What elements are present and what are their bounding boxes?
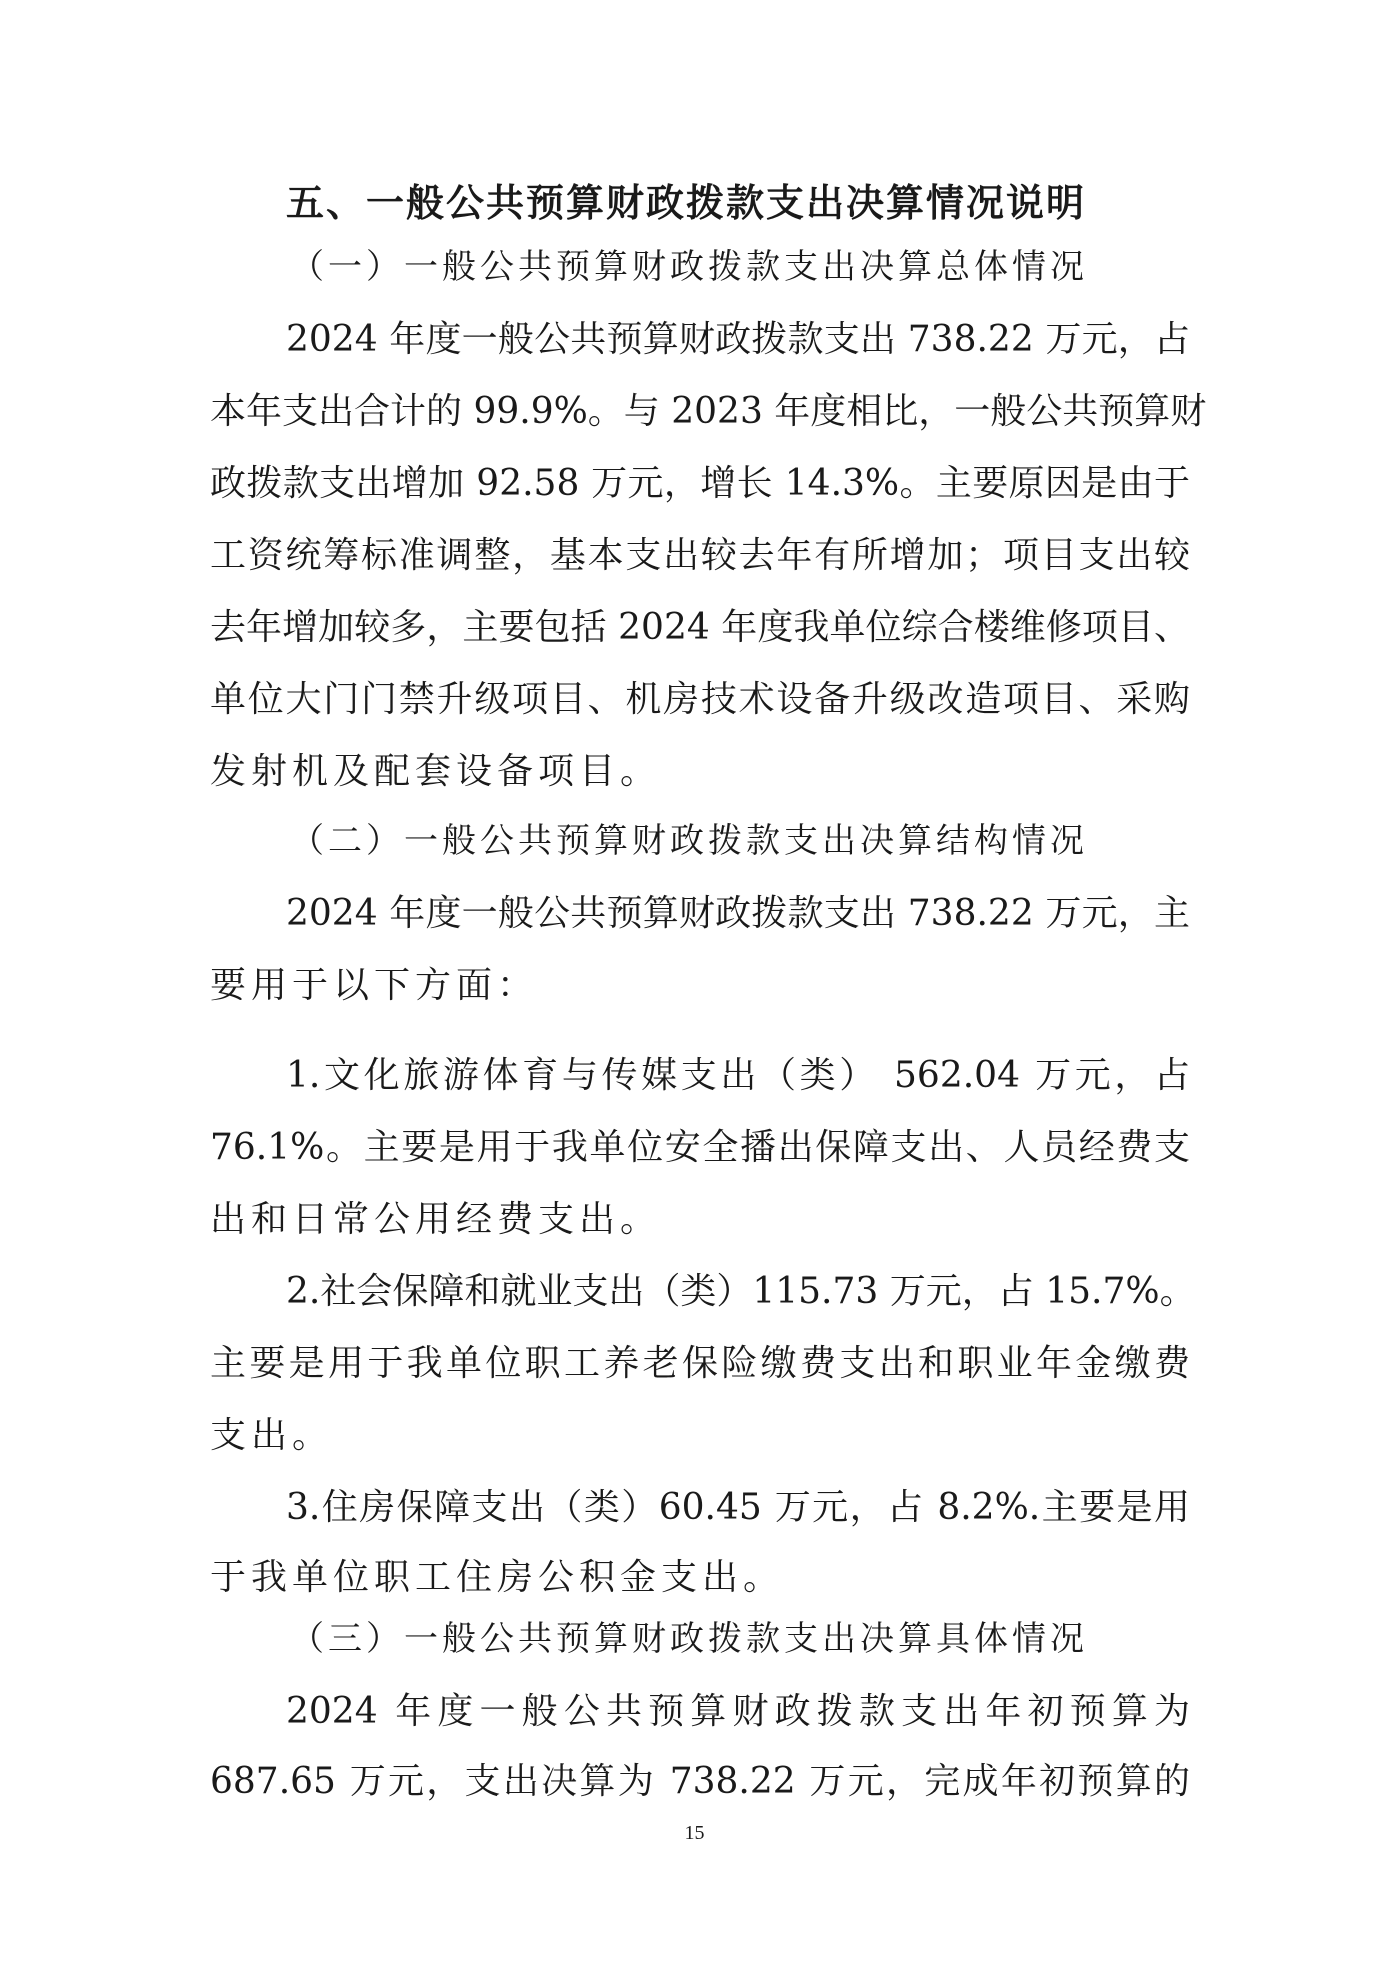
paragraph-1-line-3: 政拨款支出增加 92.58 万元，增长 14.3%。主要原因是由于 — [210, 463, 1190, 504]
item-2-line-1: 2.社会保障和就业支出（类）115.73 万元，占 15.7%。 — [286, 1271, 1196, 1312]
paragraph-3-line-2: 687.65 万元，支出决算为 738.22 万元，完成年初预算的 — [210, 1761, 1190, 1802]
paragraph-1-line-2: 本年支出合计的 99.9%。与 2023 年度相比，一般公共预算财 — [210, 391, 1207, 432]
item-1-line-1: 1.文化旅游体育与传媒支出（类） 562.04 万元，占 — [286, 1055, 1190, 1096]
item-3-line-2: 于我单位职工住房公积金支出。 — [210, 1557, 785, 1598]
item-2-line-3: 支出。 — [210, 1415, 334, 1456]
section-title: 五、一般公共预算财政拨款支出决算情况说明 — [286, 181, 1087, 225]
paragraph-2-line-1: 2024 年度一般公共预算财政拨款支出 738.22 万元，主 — [286, 893, 1190, 934]
page-number: 15 — [684, 1822, 705, 1844]
subsection-2-heading: （二）一般公共预算财政拨款支出决算结构情况 — [290, 821, 1088, 861]
subsection-1-heading: （一）一般公共预算财政拨款支出决算总体情况 — [290, 247, 1088, 287]
item-2-line-2: 主要是用于我单位职工养老保险缴费支出和职业年金缴费 — [210, 1343, 1190, 1384]
paragraph-3-line-1: 2024 年度一般公共预算财政拨款支出年初预算为 — [286, 1691, 1190, 1732]
item-3-line-1: 3.住房保障支出（类）60.45 万元，占 8.2%.主要是用 — [286, 1487, 1190, 1528]
subsection-3-heading: （三）一般公共预算财政拨款支出决算具体情况 — [290, 1619, 1088, 1659]
paragraph-2-line-2: 要用于以下方面： — [210, 965, 539, 1006]
item-1-line-2: 76.1%。主要是用于我单位安全播出保障支出、人员经费支 — [210, 1127, 1190, 1168]
paragraph-1-line-4: 工资统筹标准调整，基本支出较去年有所增加；项目支出较 — [210, 535, 1190, 576]
item-1-line-3: 出和日常公用经费支出。 — [210, 1199, 662, 1240]
paragraph-1-line-1: 2024 年度一般公共预算财政拨款支出 738.22 万元，占 — [286, 319, 1190, 360]
paragraph-1-line-6: 单位大门门禁升级项目、机房技术设备升级改造项目、采购 — [210, 679, 1190, 720]
paragraph-1-line-5: 去年增加较多，主要包括 2024 年度我单位综合楼维修项目、 — [210, 607, 1190, 648]
paragraph-1-line-7: 发射机及配套设备项目。 — [210, 751, 662, 792]
